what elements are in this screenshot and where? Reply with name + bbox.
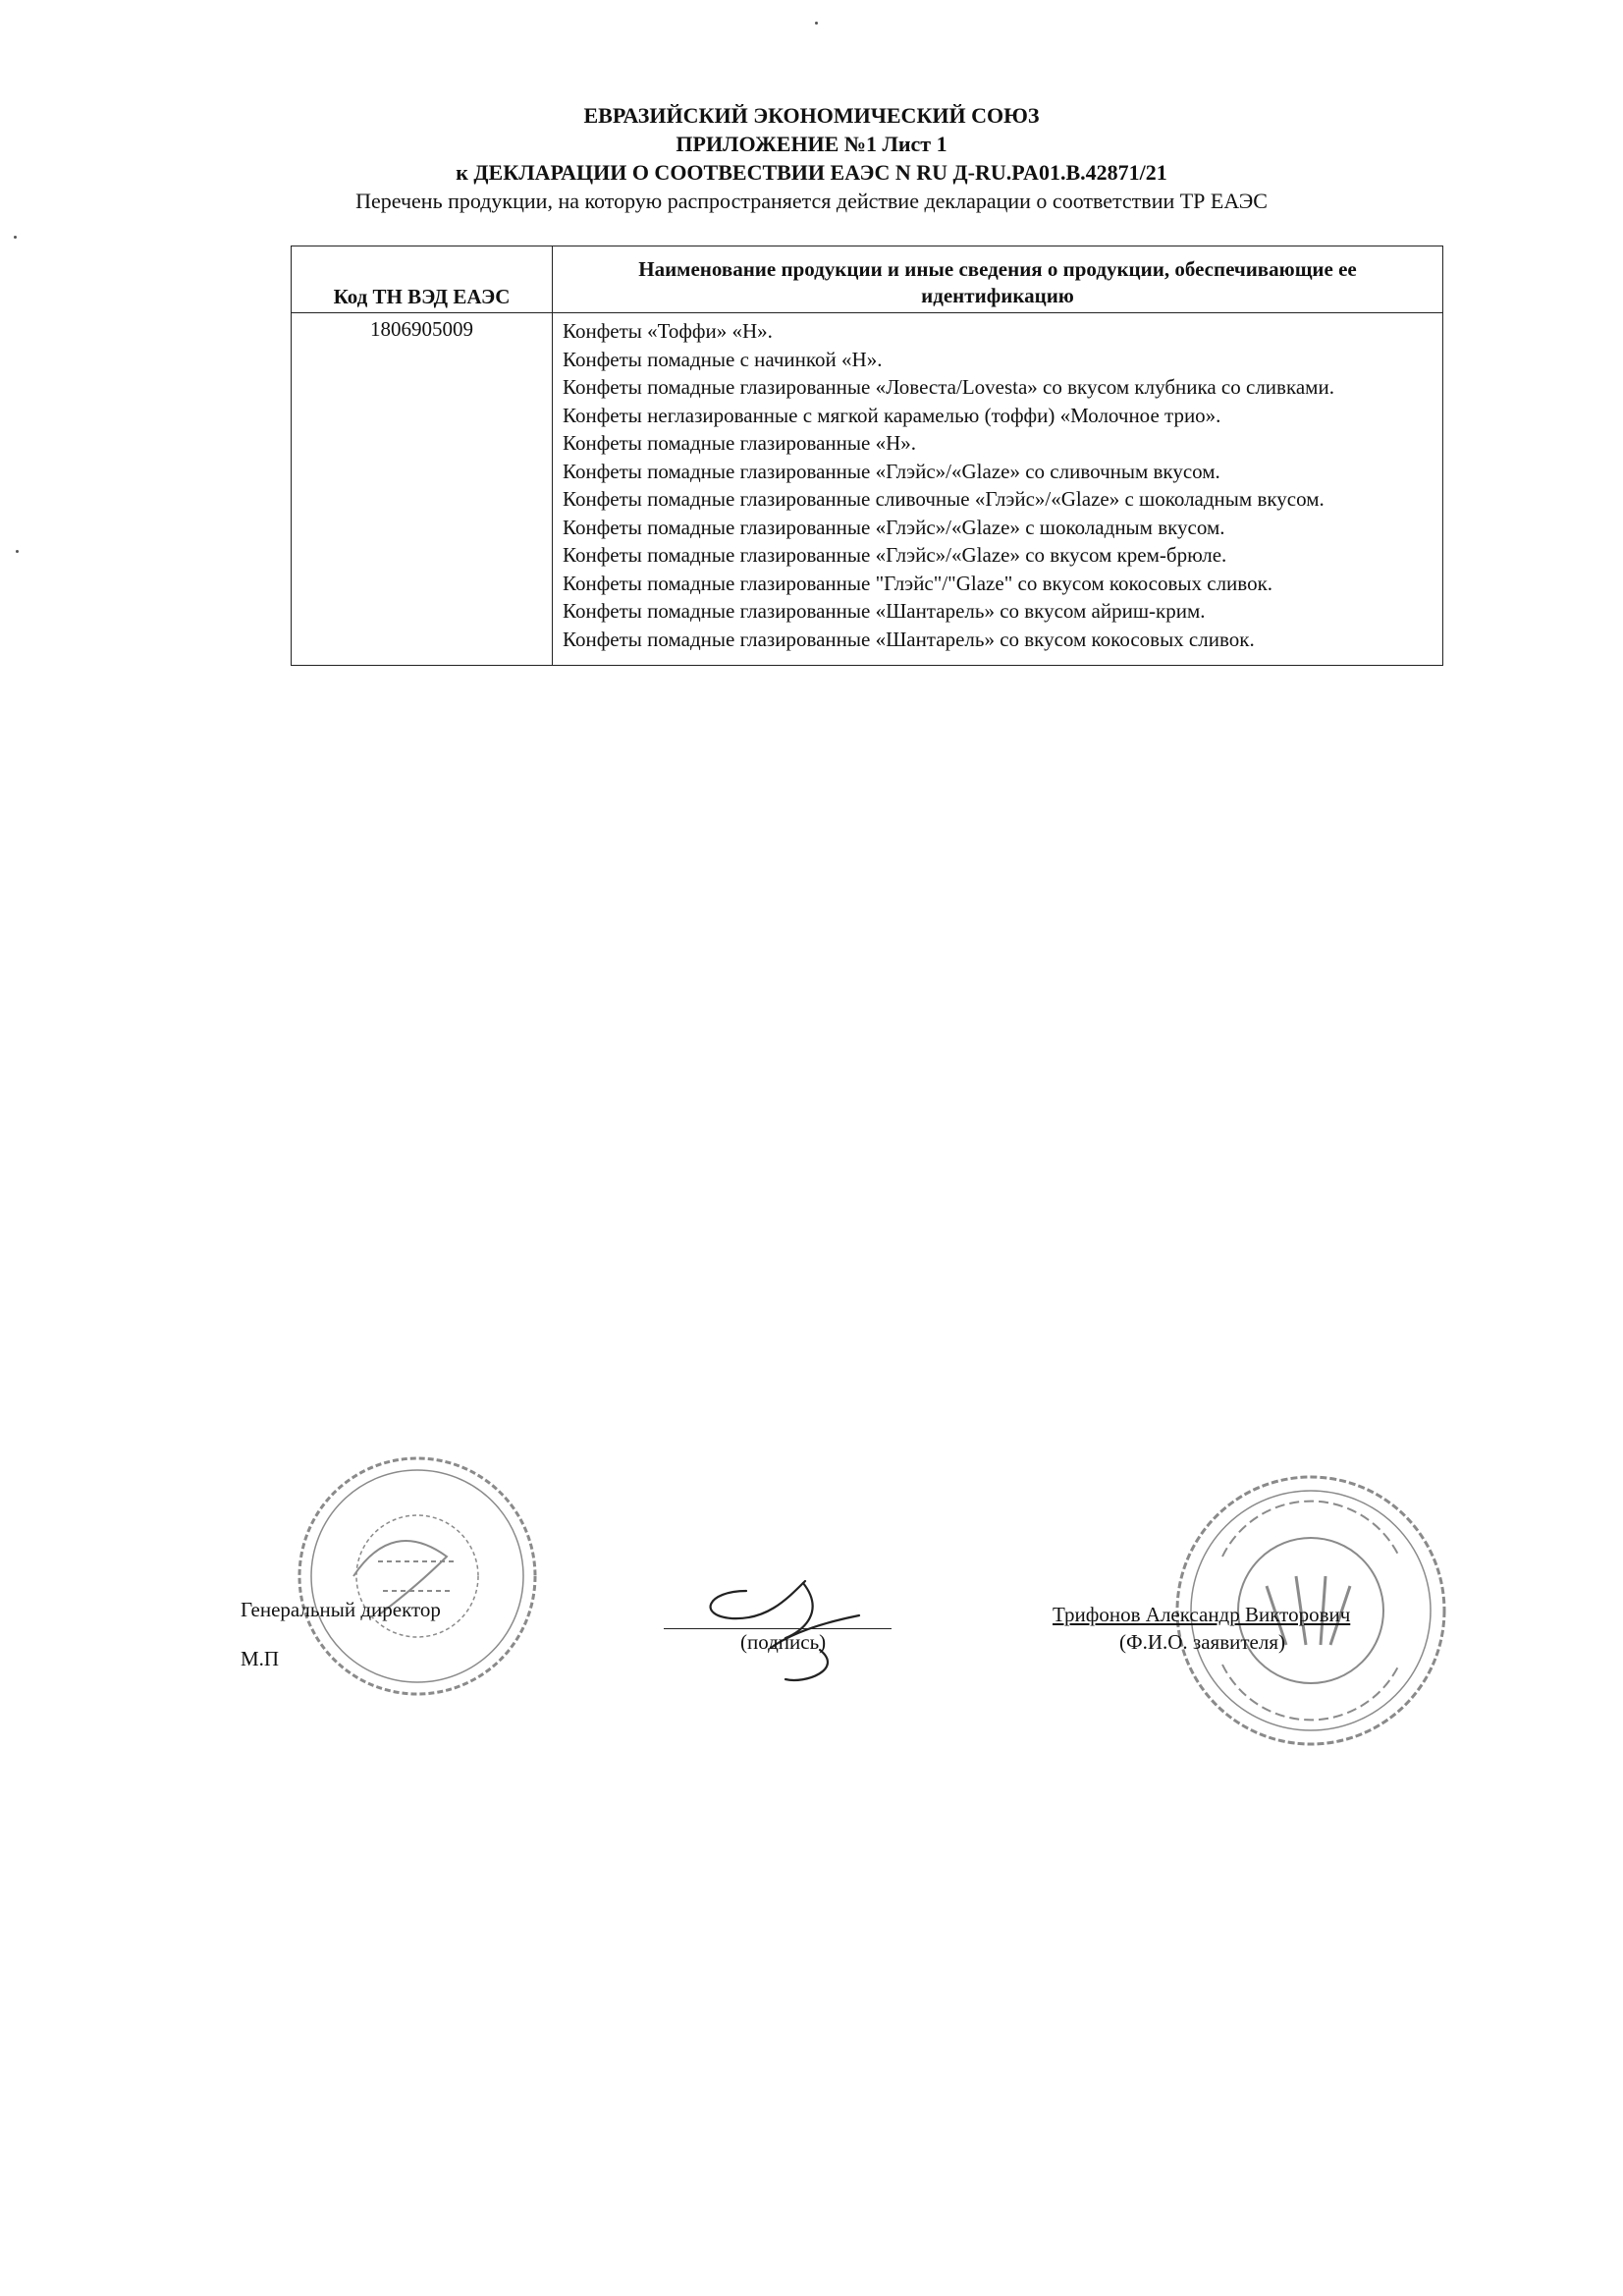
list-item: Конфеты помадные глазированные «Ловеста/Lovesta» со вкусом клубника со сливками. bbox=[563, 375, 1334, 399]
list-item: Конфеты помадные глазированные «Глэйс»/«Glaze» со сливочным вкусом. bbox=[563, 459, 1220, 483]
name-column-header: Наименование продукции и иные сведения о продукции, обеспечивающие ее идентификацию bbox=[553, 246, 1443, 313]
list-item: Конфеты неглазированные с мягкой карамелью (тоффи) «Молочное трио». bbox=[563, 403, 1221, 427]
tn-ved-code: 1806905009 bbox=[292, 313, 553, 666]
signature-caption: (подпись) bbox=[740, 1630, 827, 1654]
list-item: Конфеты помадные глазированные "Глэйс"/"Glaze" со вкусом кокосовых сливок. bbox=[563, 571, 1273, 595]
list-item: Конфеты «Тоффи» «Н». bbox=[563, 319, 773, 343]
product-list bbox=[553, 313, 1443, 666]
document-header bbox=[0, 101, 1623, 215]
position-label: Генеральный директор bbox=[241, 1598, 441, 1621]
appendix-title: ПРИЛОЖЕНИЕ №1 Лист 1 bbox=[676, 132, 947, 156]
applicant-name: Трифонов Александр Викторович bbox=[1053, 1603, 1351, 1626]
list-item: Конфеты помадные глазированные «Глэйс»/«Glaze» со вкусом крем-брюле. bbox=[563, 543, 1227, 567]
scan-speck bbox=[16, 550, 19, 553]
signature-line bbox=[664, 1628, 892, 1629]
list-item: Конфеты помадные глазированные сливочные «Глэйс»/«Glaze» с шоколадным вкусом. bbox=[563, 487, 1325, 511]
signature-scribble-icon bbox=[687, 1561, 903, 1689]
scan-speck bbox=[815, 22, 818, 25]
table-header-row bbox=[292, 246, 1443, 313]
table-row bbox=[292, 313, 1443, 666]
list-item: Конфеты помадные с начинкой «Н». bbox=[563, 347, 883, 371]
declaration-title: к ДЕКЛАРАЦИИ О СООТВЕСТВИИ ЕАЭС N RU Д-RU.PA01.B.42871/21 bbox=[456, 160, 1167, 185]
list-subtitle: Перечень продукции, на которую распространяется действие декларации о соответствии ТР ЕАЭС bbox=[355, 189, 1268, 213]
code-column-header: Код ТН ВЭД ЕАЭС bbox=[292, 246, 553, 313]
product-table bbox=[291, 246, 1443, 666]
applicant-caption: (Ф.И.О. заявителя) bbox=[1119, 1630, 1285, 1654]
list-item: Конфеты помадные глазированные «Глэйс»/«Glaze» с шоколадным вкусом. bbox=[563, 515, 1225, 539]
list-item: Конфеты помадные глазированные «Шантарель» со вкусом кокосовых сливок. bbox=[563, 627, 1255, 651]
scan-speck bbox=[14, 236, 17, 239]
list-item: Конфеты помадные глазированные «Шантарель» со вкусом айриш-крим. bbox=[563, 599, 1206, 623]
union-title: ЕВРАЗИЙСКИЙ ЭКОНОМИЧЕСКИЙ СОЮЗ bbox=[583, 103, 1040, 128]
left-stamp-icon bbox=[285, 1444, 550, 1709]
list-item: Конфеты помадные глазированные «Н». bbox=[563, 431, 916, 455]
mp-label: М.П bbox=[241, 1647, 280, 1670]
